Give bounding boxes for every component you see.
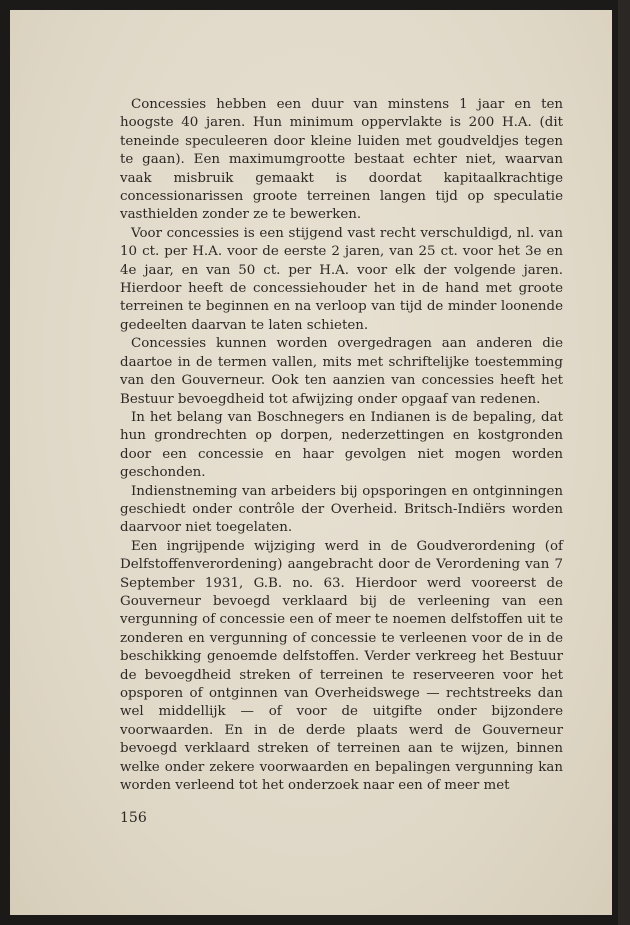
paragraph: Concessies kunnen worden overgedragen aan anderen die daartoe in de termen vallen, mits met schriftelijke toestemming van den Gouverneur. Ook ten aanzien van concessies heeft het Bestuur bevoegdheid tot afwijzing onder opgaaf van redenen. [120, 336, 563, 407]
page-number: 156 [120, 810, 147, 826]
page-edge-shadow [618, 0, 630, 925]
paragraph: Een ingrijpende wijziging werd in de Goudverordening (of Delfstoffenverordening) aangebracht door de Verordening van 7 September 1931, G.B. no. 63. Hierdoor werd vooreerst de Gouverneur bevoegd verklaard bij de verleening van een vergunning of concessie een of meer te noemen delfstoffen uit te zonderen en vergunning of concessie te verleenen voor de in de beschikking genoemde delfstoffen. Verder verkreeg het Bestuur de bevoegdheid streken of terreinen te reserveeren voor het opsporen of ontginnen van Overheidswege — rechtstreeks dan wel middellijk — of voor de uitgifte onder bijzondere voorwaarden. En in de derde plaats werd de Gouverneur bevoegd verklaard streken of terreinen aan te wijzen, binnen welke onder zekere voorwaarden en bepalingen vergunning kan worden verleend tot het onderzoek naar een of meer met [120, 538, 563, 794]
body-text [120, 96, 563, 795]
paragraph: In het belang van Boschnegers en Indianen is de bepaling, dat hun grondrechten op dorpen, nederzettingen en kostgronden door een concessie en haar gevolgen niet mogen worden geschonden. [120, 409, 563, 481]
paragraph: Indienstneming van arbeiders bij opsporingen en ontginningen geschiedt onder contrôle der Overheid. Britsch-Indiërs worden daarvoor niet toegelaten. [120, 483, 563, 536]
paragraph: Concessies hebben een duur van minstens 1 jaar en ten hoogste 40 jaren. Hun minimum oppervlakte is 200 H.A. (dit teneinde speculeeren door kleine luiden met goudveldjes tegen te gaan). Een maximumgrootte bestaat echter niet, waarvan vaak misbruik gemaakt is doordat kapitaalkrachtige concessionarissen groote terreinen langen tijd op speculatie vasthielden zonder ze te bewerken. [120, 97, 563, 223]
book-page [10, 10, 612, 915]
paragraph: Voor concessies is een stijgend vast recht verschuldigd, nl. van 10 ct. per H.A. voor de eerste 2 jaren, van 25 ct. voor het 3e en 4e jaar, en van 50 ct. per H.A. voor elk der volgende jaren. Hierdoor heeft de concessiehouder het in de hand met groote terreinen te beginnen en na verloop van tijd de minder loonende gedeelten daarvan te laten schieten. [120, 225, 563, 333]
